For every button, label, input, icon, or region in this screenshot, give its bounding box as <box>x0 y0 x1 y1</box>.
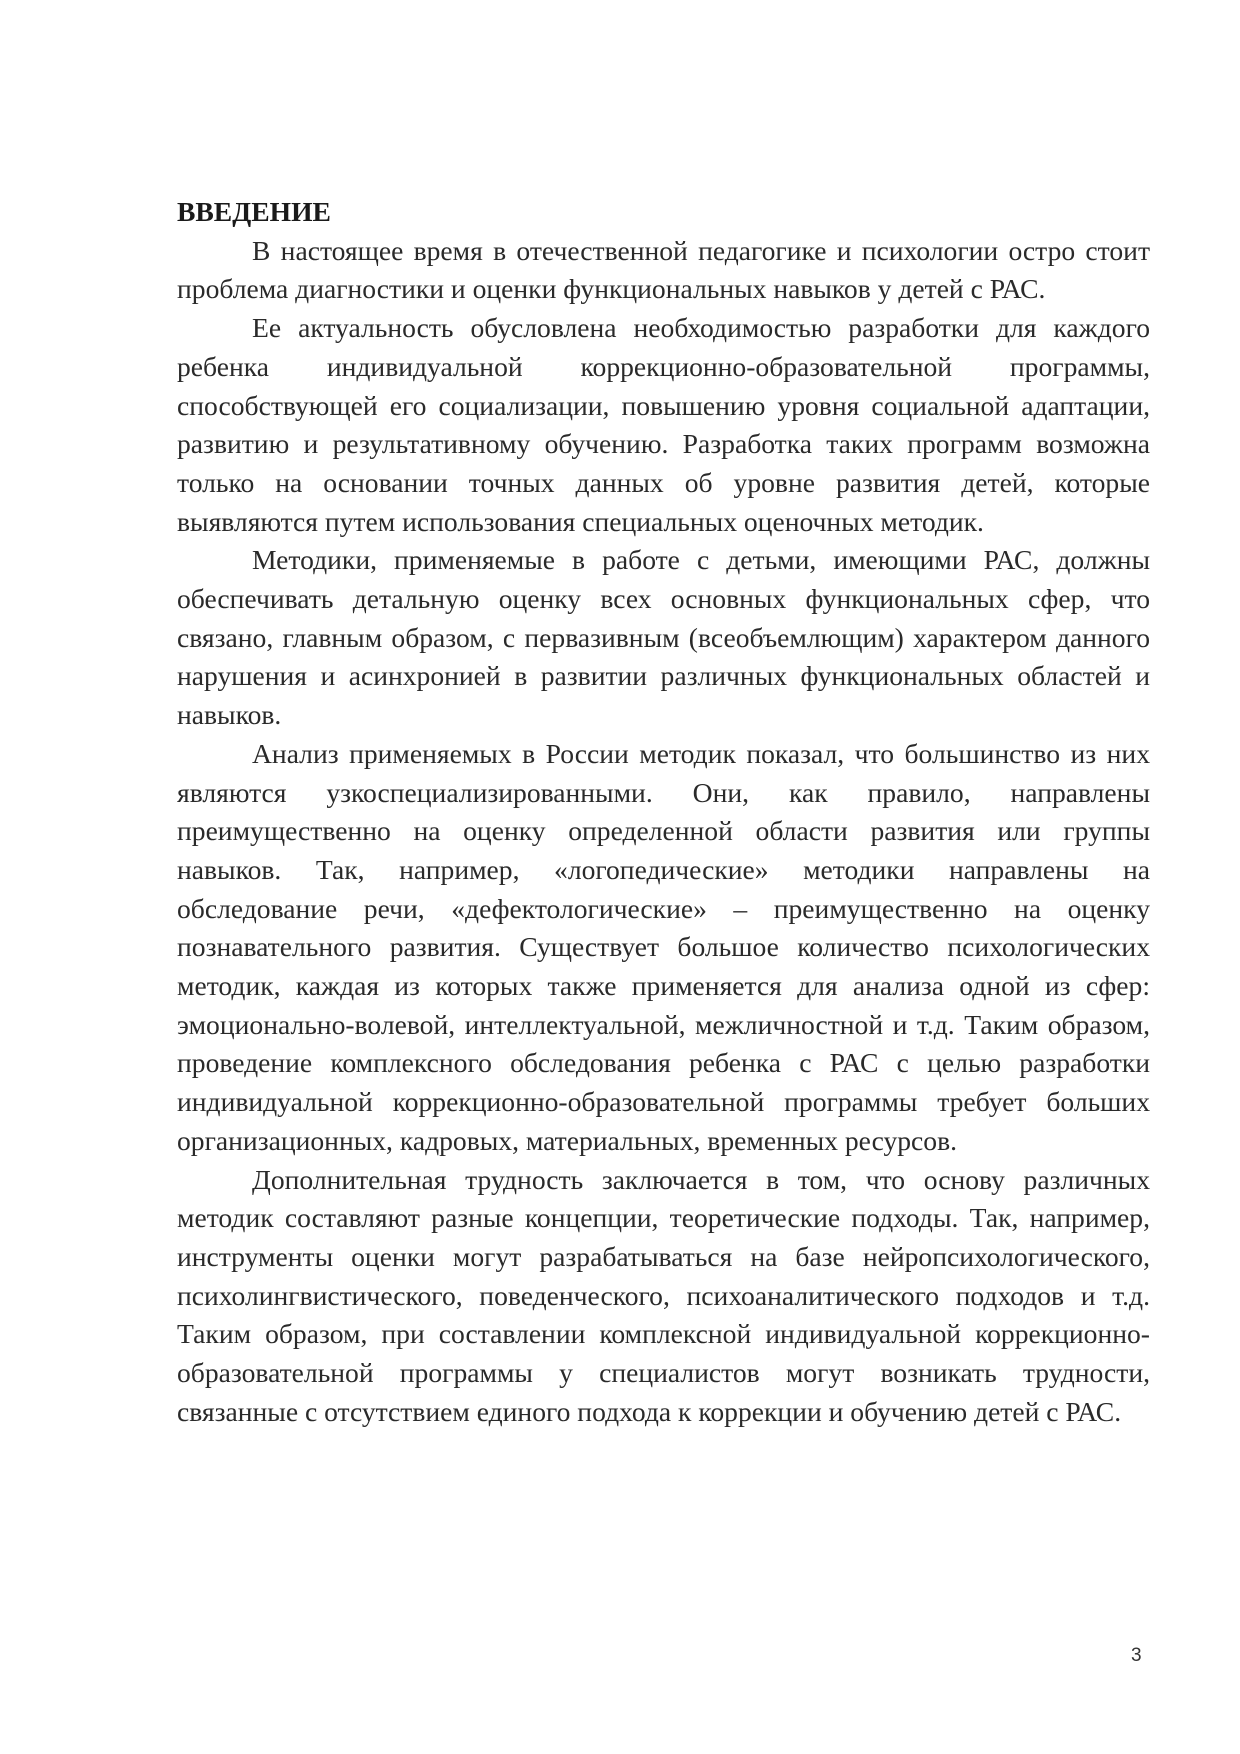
section-heading: ВВЕДЕНИЕ <box>177 196 331 227</box>
paragraph-3: Методики, применяемые в работе с детьми, имеющими РАС, должны обеспечивать детальную оценку всех основных функциональных сфер, что связано, главным образом, с первазивным (всеобъемлющим) характером данного нарушения и асинхронией в развитии различных функциональных областей и навыков. <box>177 544 1150 731</box>
page-body <box>177 193 1150 1432</box>
paragraph-4: Анализ применяемых в России методик показал, что большинство из них являются узкоспециализированными. Они, как правило, направлены преимущественно на оценку определенной области развития или группы навыков. Так, например, «логопедические» методики направлены на обследование речи, «дефектологические» – преимущественно на оценку познавательного развития. Существует большое количество психологических методик, каждая из которых также применяется для анализа одной из сфер: эмоционально-волевой, интеллектуальной, межличностной и т.д. Таким образом, проведение комплексного обследования ребенка с РАС с целью разработки индивидуальной коррекционно-образовательной программы требует больших организационных, кадровых, материальных, временных ресурсов. <box>177 737 1150 1156</box>
paragraph-1: В настоящее время в отечественной педагогике и психологии остро стоит проблема диагностики и оценки функциональных навыков у детей с РАС. <box>177 234 1150 305</box>
paragraph-5: Дополнительная трудность заключается в том, что основу различных методик составляют разные концепции, теоретические подходы. Так, например, инструменты оценки могут разрабатываться на базе нейропсихологического, психолингвистического, поведенческого, психоаналитического подходов и т.д. Таким образом, при составлении комплексной индивидуальной коррекционно-образовательной программы у специалистов могут возникать трудности, связанные с отсутствием единого подхода к коррекции и обучению детей с РАС. <box>177 1163 1150 1427</box>
page-number: 3 <box>1131 1645 1142 1666</box>
paragraph-2: Ее актуальность обусловлена необходимостью разработки для каждого ребенка индивидуальной коррекционно-образовательной программы, способствующей его социализации, повышению уровня социальной адаптации, развитию и результативному обучению. Разработка таких программ возможна только на основании точных данных об уровне развития детей, которые выявляются путем использования специальных оценочных методик. <box>177 312 1150 537</box>
